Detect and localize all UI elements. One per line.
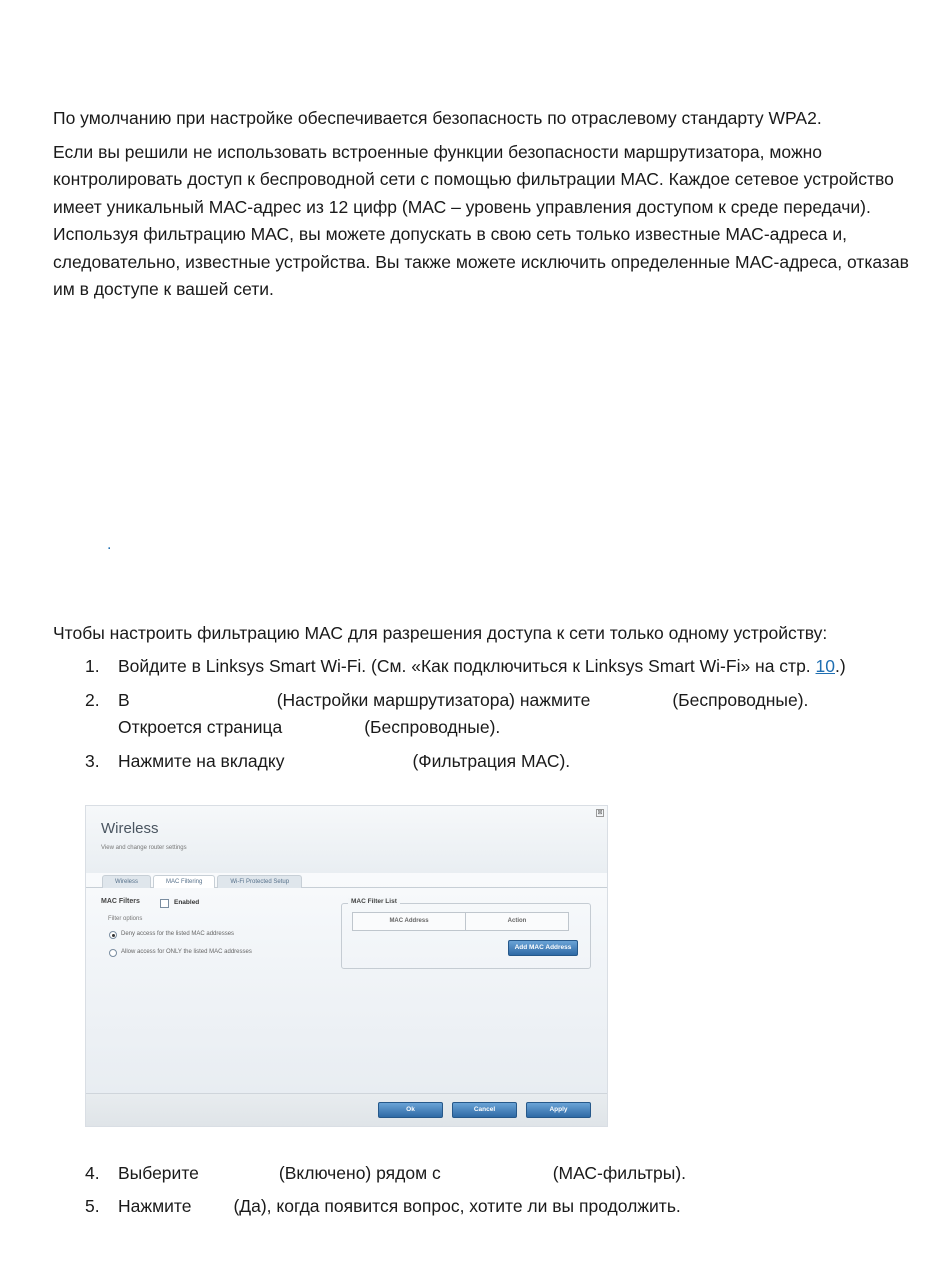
deny-option-label: Deny access for the listed MAC addresses [121, 931, 235, 937]
enabled-checkbox[interactable] [160, 899, 169, 908]
column-action: Action [507, 918, 527, 924]
ok-button[interactable]: Ok [378, 1102, 443, 1118]
filter-options-label: Filter options [108, 916, 143, 922]
step-text: В (Настройки маршрутизатора) нажмите (Беспроводные). [118, 690, 809, 710]
tab-mac-filtering[interactable]: MAC Filtering [153, 875, 215, 888]
step-text: Нажмите на вкладку (Фильтрация МАС). [118, 751, 571, 771]
step-text: Нажмите (Да), когда появится вопрос, хотите ли вы продолжить. [118, 1196, 681, 1216]
page-reference-link[interactable]: 10 [815, 656, 835, 676]
step-number: 4. [85, 1163, 100, 1183]
step-number: 1. [85, 656, 100, 676]
mac-filter-list-title: MAC Filter List [348, 898, 400, 905]
screenshot-title: Wireless [101, 820, 159, 837]
mac-filters-label: MAC Filters [101, 898, 140, 905]
allow-radio[interactable] [109, 949, 117, 957]
enabled-label: Enabled [174, 899, 200, 906]
allow-option-label: Allow access for ONLY the listed MAC addresses [121, 949, 252, 955]
deny-radio[interactable] [109, 931, 117, 939]
router-ui-screenshot [85, 805, 608, 1127]
screenshot-header [86, 806, 607, 873]
tab-wireless[interactable]: Wireless [102, 875, 151, 888]
step-text: Войдите в Linksys Smart Wi-Fi. (См. «Как подключиться к Linksys Smart Wi-Fi» на стр. 10.) [118, 656, 846, 676]
apply-button[interactable]: Apply [526, 1102, 591, 1118]
cancel-button[interactable]: Cancel [452, 1102, 517, 1118]
tab-bar [102, 875, 304, 888]
close-icon[interactable]: ⊠ [597, 810, 603, 816]
step-number: 5. [85, 1196, 100, 1216]
paragraph-steps-intro: Чтобы настроить фильтрацию МАС для разрешения доступа к сети только одному устройству: [53, 623, 828, 643]
add-mac-address-button[interactable]: Add MAC Address [508, 940, 578, 956]
step-text: Выберите (Включено) рядом с (МАС-фильтры). [118, 1163, 687, 1183]
screenshot-subtitle: View and change router settings [101, 845, 187, 851]
step-number: 2. [85, 690, 100, 710]
tab-wps[interactable]: Wi-Fi Protected Setup [217, 875, 302, 888]
paragraph-mac-filtering-info: Если вы решили не использовать встроенные функции безопасности маршрутизатора, можно контролировать доступ к беспроводной сети с помощью фильтрации МАС. Каждое сетевое устройство имеет уникальный МАС-адрес из 12 цифр (МАС – уровень управления доступом к среде передачи). Используя фильтрацию МАС, вы можете допускать в свою сеть только известные МАС-адреса и, следовательно, известные устройства. Вы также можете исключить определенные МАС-адреса, отказав им в доступе к вашей сети. [53, 142, 909, 300]
paragraph-default-security: По умолчанию при настройке обеспечивается безопасность по отраслевому стандарту WPA2. [53, 108, 822, 128]
mac-filter-table [352, 912, 569, 931]
stray-dot: . [107, 536, 112, 553]
step-text-line2: Откроется страница (Беспроводные). [118, 717, 501, 737]
step-number: 3. [85, 751, 100, 771]
column-mac-address: MAC Address [353, 913, 466, 930]
